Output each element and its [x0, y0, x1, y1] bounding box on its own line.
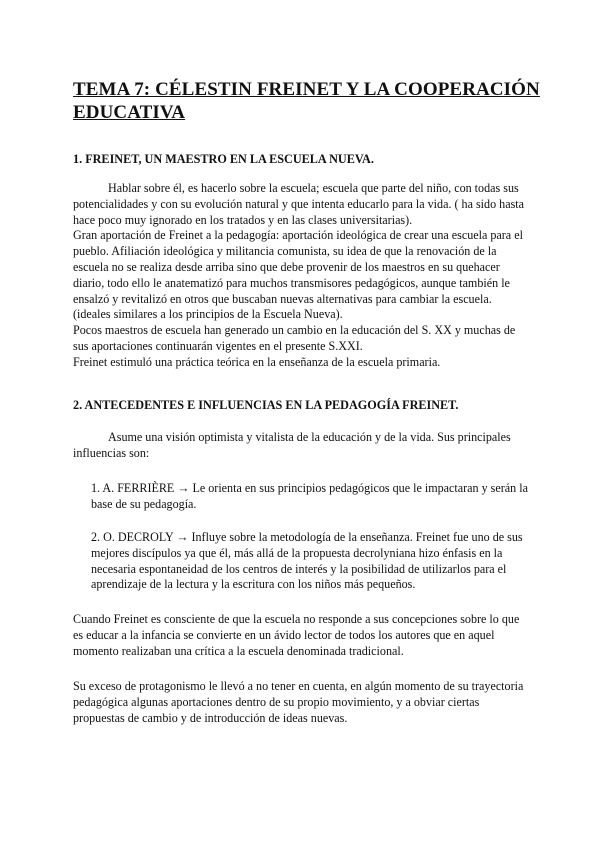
- section-2-heading: 2. ANTECEDENTES E INFLUENCIAS EN LA PEDAGOGÍA FREINET.: [73, 398, 459, 412]
- section-2-intro: [73, 430, 529, 462]
- paragraph: Freinet estimuló una práctica teórica en la enseñanza de la escuela primaria.: [73, 354, 441, 369]
- paragraph: Pocos maestros de escuela han generado un cambio en la educación del S. XX y muchas de sus aportaciones continuarán vigentes en el presente S.XXI.: [73, 323, 516, 353]
- section-1-body: [73, 181, 529, 371]
- list-item: 2. O. DECROLY → Influye sobre la metodología de la enseñanza. Freinet fue uno de sus mejores discípulos ya que él, más allá de la propuesta decrolyniana hizo énfasis en la necesaria espontaneidad de los centros de interés y la posibilidad de utilizarlos para el aprendizaje de la lectura y la escritura con los niños más pequeños.: [91, 530, 523, 592]
- paragraph: Su exceso de protagonismo le llevó a no tener en cuenta, en algún momento de su trayectoria pedagógica algunas aportaciones dentro de su propio movimiento, y a obviar ciertas propuestas de cambio y de introducción de ideas nuevas.: [73, 679, 524, 725]
- page-title: TEMA 7: CÉLESTIN FREINET Y LA COOPERACIÓN EDUCATIVA: [73, 79, 540, 123]
- section-2-paragraph: [73, 679, 529, 726]
- list-item: 1. A. FERRIÈRE → Le orienta en sus principios pedagógicos que le impactaran y serán la base de su pedagogía.: [91, 481, 528, 511]
- section-1-heading: 1. FREINET, UN MAESTRO EN LA ESCUELA NUEVA.: [73, 152, 374, 166]
- list-item-ferriere: [73, 481, 529, 513]
- paragraph: Cuando Freinet es consciente de que la escuela no responde a sus concepciones sobre lo que es educar a la infancia se convierte en un ávido lector de todos los autores que en aquel momento realizaban una crítica a la escuela denominada tradicional.: [73, 612, 520, 658]
- paragraph: Gran aportación de Freinet a la pedagogía: aportación ideológica de crear una escuela para el pueblo. Afiliación ideológica y militancia comunista, su idea de que la renovación de la escuela no se realiza desde arriba sino que debe provenir de los maestros en su quehacer diario, todo ello le anatematizó para muchos transmisores pedagógicos, aunque también le ensalzó y revitalizó en otros que buscaban nuevas alternativas para cambiar la escuela. (ideales similares a los principios de la Escuela Nueva).: [73, 228, 523, 322]
- paragraph: Asume una visión optimista y vitalista de la educación y de la vida. Sus principales influencias son:: [73, 430, 511, 460]
- list-item-decroly: [73, 530, 529, 593]
- section-2-paragraph: [73, 612, 529, 659]
- paragraph: Hablar sobre él, es hacerlo sobre la escuela; escuela que parte del niño, con todas sus potencialidades y con su evolución natural y que intenta educarlo para la vida. ( ha sido hasta hace poco muy ignorado en los tratados y en las clases universitarias).: [73, 181, 525, 227]
